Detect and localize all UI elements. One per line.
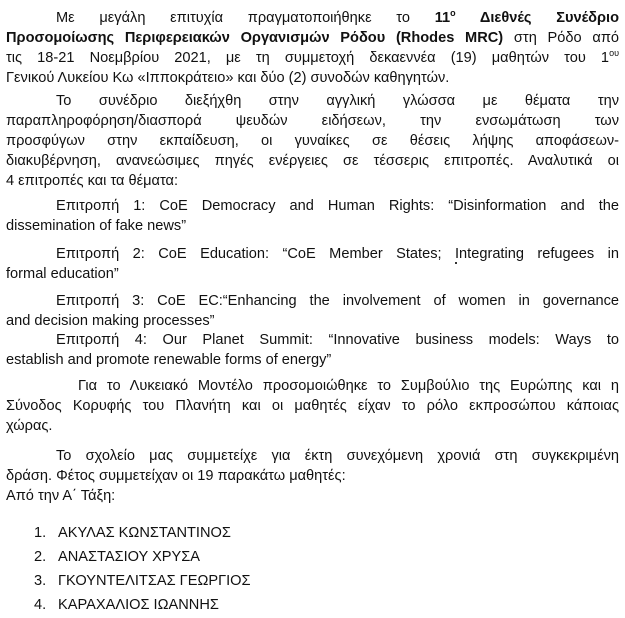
- list-number: 1.: [34, 525, 47, 541]
- student-name: ΑΝΑΣΤΑΣΙΟΥ ΧΡΥΣΑ: [58, 549, 201, 565]
- paragraph-2-line: διακυβέρνηση, ανανεώσιμες πηγές ενέργειες σε τέσσερις επιτροπές. Αναλυτικά οι: [6, 153, 619, 169]
- list-number: 4.: [34, 597, 47, 613]
- student-name: ΑΚΥΛΑΣ ΚΩΝΣΤΑΝΤΙΝΟΣ: [58, 525, 231, 541]
- student-name: ΓΚΟΥΝΤΕΛΙΤΣΑΣ ΓΕΩΡΓΙΟΣ: [58, 573, 251, 589]
- committee-1-topic: dissemination of fake news”: [6, 218, 187, 234]
- committee-4-topic: establish and promote renewable forms of energy”: [6, 352, 332, 368]
- intro-text: τις 18-21 Νοεμβρίου 2021, με τη συμμετοχή δεκαεννέα (19) μαθητών του 1: [6, 50, 610, 66]
- paragraph-2-line: 4 επιτροπές και τα θέματα:: [6, 173, 179, 189]
- paragraph-4-line: Το σχολείο μας συμμετείχε για έκτη συνεχόμενη χρονιά στη συγκεκριμένη: [56, 448, 619, 464]
- committee-1-title: Επιτροπή 1: CoE Democracy and Human Rights: “Disinformation and the: [56, 198, 619, 214]
- intro-text: Με μεγάλη επιτυχία πραγματοποιήθηκε το: [56, 10, 410, 26]
- conference-name-start: Διεθνές Συνέδριο: [479, 10, 620, 26]
- intro-line-2: [6, 28, 619, 48]
- committee-3-title: Επιτροπή 3: CoE EC:“Enhancing the involvement of women in governance: [56, 293, 619, 309]
- committee-4-title: Επιτροπή 4: Our Planet Summit: “Innovative business models: Ways to: [56, 332, 619, 348]
- student-name: ΚΑΡΑΧΑΛΙΟΣ ΙΩΑΝΝΗΣ: [58, 597, 219, 613]
- paragraph-2-line: Το συνέδριο διεξήχθη στην αγγλική γλώσσα με θέματα την: [56, 93, 619, 109]
- intro-line-3: [6, 48, 619, 68]
- list-item: [34, 547, 200, 567]
- paragraph-4-line: δράση. Φέτος συμμετείχαν οι 19 παρακάτω μαθητές:: [6, 468, 346, 484]
- scan-speck: [455, 262, 457, 264]
- list-item: [34, 523, 231, 543]
- conference-name: Προσομοίωσης Περιφερειακών Οργανισμών Ρόδου (Rhodes MRC): [6, 30, 504, 46]
- intro-line-1: [56, 8, 619, 28]
- committee-2-topic: formal education”: [6, 266, 119, 282]
- list-item: [34, 595, 219, 615]
- committee-3-topic: and decision making processes”: [6, 313, 215, 329]
- paragraph-3-line: Για το Λυκειακό Μοντέλο προσομοιώθηκε το Συμβούλιο της Ευρώπης και η: [78, 378, 619, 394]
- intro-text: στη Ρόδο από: [513, 30, 620, 46]
- paragraph-3-line: χώρας.: [6, 418, 53, 434]
- paragraph-2-line: παραπληροφόρηση/διασπορά ψευδών ειδήσεων, την ενσωμάτωση των: [6, 113, 619, 129]
- ordinal-superscript: ου: [609, 48, 619, 58]
- paragraph-2-line: προσφύγων στην εκπαίδευση, οι γυναίκες σε θέσεις λήψης αποφάσεων-: [6, 133, 619, 149]
- intro-line-4: Γενικού Λυκείου Κω «Ιπποκράτειο» και δύο (2) συνοδών καθηγητών.: [6, 70, 450, 86]
- list-number: 2.: [34, 549, 47, 565]
- edition-superscript: ο: [450, 8, 456, 18]
- list-number: 3.: [34, 573, 47, 589]
- class-label: Από την Α΄ Τάξη:: [6, 488, 116, 504]
- committee-2-title: Επιτροπή 2: CoE Education: “CoE Member States; Integrating refugees in: [56, 246, 619, 262]
- paragraph-3-line: Σύνοδος Κορυφής του Πλανήτη και οι μαθητές είχαν το ρόλο εκπροσώπου κάποιας: [6, 398, 619, 414]
- list-item: [34, 571, 251, 591]
- edition-number: 11: [434, 10, 451, 26]
